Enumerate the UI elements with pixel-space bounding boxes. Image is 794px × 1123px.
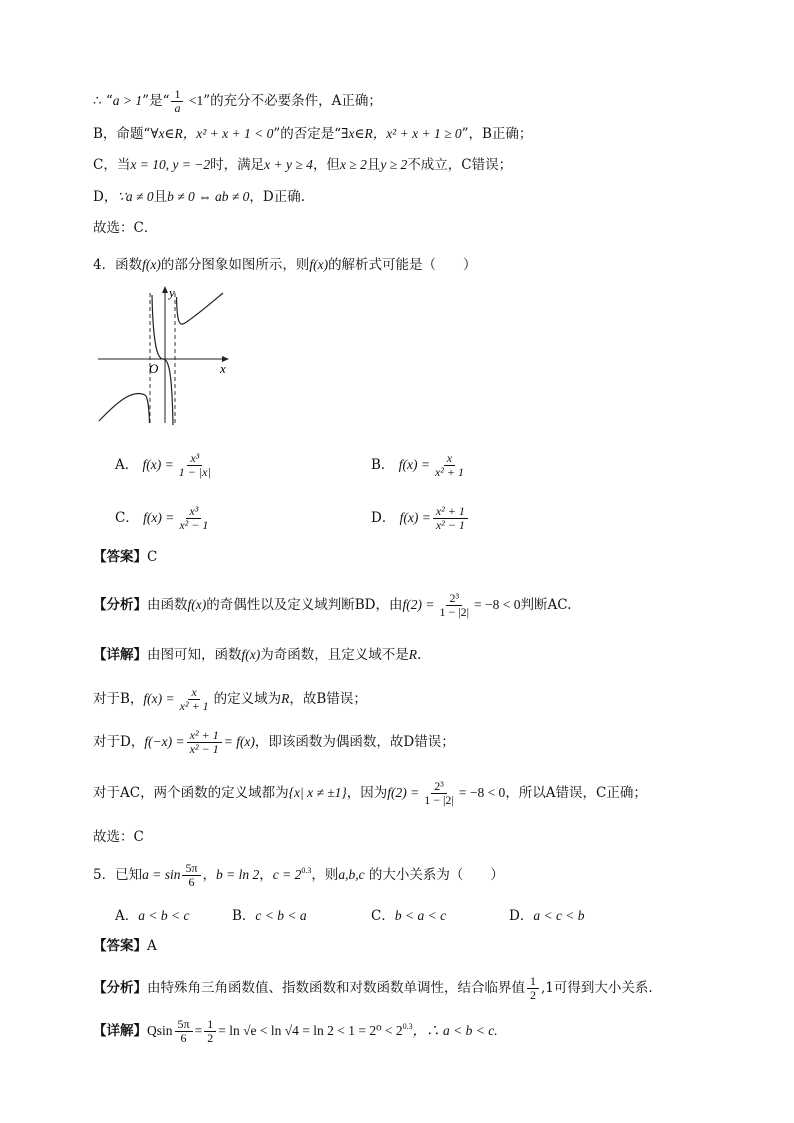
text: . [416, 647, 422, 663]
math: f(x) = [399, 510, 431, 525]
option-text: a < b < c [138, 908, 190, 923]
option-text: a < c < b [533, 908, 585, 923]
option-d[interactable] [371, 505, 470, 532]
curve-right-branch [177, 293, 224, 324]
text: 对于B， [93, 691, 144, 707]
num: 1 [204, 1018, 216, 1032]
math: f(x) [187, 597, 207, 612]
math: f(x) [142, 257, 161, 272]
text: 对于D， [93, 734, 145, 750]
text: 为奇函数，且定义域不是 [260, 647, 409, 663]
den: x² + 1 [434, 465, 464, 479]
math: Q [147, 1023, 157, 1038]
text: 的定义域为 [213, 691, 282, 707]
den: 1 − |2| [424, 793, 454, 807]
math: f(2) = [402, 597, 435, 612]
text: 且 [366, 157, 381, 173]
x-label: x [220, 361, 226, 376]
exponent: 0.3 [402, 1022, 413, 1031]
q3-line-b [93, 125, 532, 143]
option-letter: B． [371, 457, 395, 473]
text: ”的否定是“ [273, 126, 342, 142]
den: 2 [530, 988, 536, 1002]
math: f(x) = [398, 457, 430, 472]
option-letter: D． [371, 510, 396, 526]
num: x [444, 452, 455, 466]
answer-value: A [147, 938, 157, 954]
math: a,b,c [338, 867, 365, 882]
fraction [171, 88, 183, 115]
option-text: c < b < a [255, 908, 307, 923]
detail-tag: 【详解】 [93, 1023, 147, 1039]
text: ， [202, 867, 217, 883]
den: x² − 1 [189, 742, 219, 756]
q3-line-d [93, 188, 305, 206]
text: ，D正确. [249, 189, 306, 205]
den: 1 − |2| [439, 605, 470, 619]
q4-analysis [93, 592, 571, 619]
math: f(x) = [142, 457, 174, 472]
num: x² + 1 [187, 729, 222, 743]
y-label: y [169, 285, 175, 300]
q4-detail-b [93, 686, 367, 713]
math: sin [156, 1023, 173, 1038]
text: ∴ “ [93, 93, 113, 109]
math: f(x) = [143, 510, 175, 525]
curve-left-branch [99, 393, 150, 423]
fraction [433, 505, 468, 532]
option-letter: B． [232, 908, 256, 924]
fraction [432, 452, 467, 479]
text: ，所以A错误，C正确； [505, 785, 647, 801]
text: ，故B错误； [289, 691, 367, 707]
q4-detail-ac [93, 780, 647, 807]
fraction [527, 975, 539, 1002]
num: 2³ [431, 780, 447, 794]
num: 5π [182, 862, 200, 876]
q5-option-d[interactable] [509, 904, 585, 924]
text: 故选：C [93, 829, 144, 845]
num: x³ [186, 505, 201, 519]
math: f(x) = [143, 691, 175, 706]
option-letter: C． [115, 510, 139, 526]
text: 时，满足 [210, 157, 265, 173]
q4-detail [93, 646, 421, 664]
q3-line-a [93, 88, 382, 115]
math: a = sin [142, 867, 181, 882]
answer-value: C [147, 549, 158, 565]
den: x² − 1 [179, 518, 209, 532]
text: 不成立，C错误； [407, 157, 513, 173]
q5-stem [93, 862, 504, 889]
question-number: 5． [93, 867, 116, 883]
q3-choose [93, 219, 157, 237]
text: 已知 [115, 867, 143, 883]
analysis-tag: 【分析】 [93, 597, 147, 613]
text: 由图可知，函数 [147, 647, 242, 663]
den: x² + 1 [179, 699, 209, 713]
q4-choose [93, 828, 144, 846]
option-b[interactable] [371, 452, 469, 479]
option-letter: C． [371, 908, 395, 924]
fraction [436, 592, 472, 619]
detail-tag: 【详解】 [93, 647, 147, 663]
num: x³ [187, 452, 202, 466]
math: = f(x) [223, 734, 255, 749]
text: 故选：C． [93, 220, 158, 236]
den: 1 − |x| [178, 465, 211, 479]
q4-stem [93, 256, 477, 274]
math: ∃x∈R，x² + x + 1 ≥ 0 [341, 126, 462, 141]
text: ，则 [311, 867, 339, 883]
answer-tag: 【答案】 [93, 938, 147, 954]
text: 且 [153, 189, 168, 205]
fraction [176, 505, 211, 532]
math: b ≠ 0 ⇔ ab ≠ 0 [167, 189, 250, 204]
fraction [175, 1018, 193, 1045]
function-graph [93, 283, 233, 429]
math: ∵a ≠ 0 [117, 189, 154, 204]
option-c[interactable] [115, 505, 213, 532]
text: ”的充分不必要条件，A正确； [203, 93, 382, 109]
text: 由特殊角三角函数值、指数函数和对数函数单调性，结合临界值 [147, 980, 525, 996]
math: = [194, 1023, 203, 1038]
math: x + y ≥ 4 [264, 157, 313, 172]
math: R [281, 691, 290, 706]
fraction [182, 862, 200, 889]
text: ”，B正确； [461, 126, 533, 142]
text: 对于AC，两个函数的定义域都为 [93, 785, 289, 801]
text: ，即该函数为偶函数，故D错误； [254, 734, 455, 750]
text: 由函数 [147, 597, 188, 613]
math: ，∴ a < b < c. [412, 1023, 498, 1038]
text: C，当 [93, 157, 131, 173]
q4-detail-d [93, 729, 455, 756]
num: 1 [171, 88, 183, 102]
den: 6 [180, 1031, 187, 1045]
math: ∀x∈R，x² + x + 1 < 0 [150, 126, 274, 141]
q5-answer [93, 937, 157, 955]
math: f(−x) = [144, 734, 185, 749]
origin-label: O [149, 361, 159, 376]
q5-detail [93, 1018, 498, 1045]
text: D， [93, 189, 118, 205]
q4-answer [93, 548, 157, 566]
math: a > 1 [112, 93, 143, 108]
den: 6 [188, 875, 195, 889]
text: ，但 [312, 157, 340, 173]
num: x² + 1 [433, 505, 468, 519]
option-a[interactable] [115, 452, 216, 479]
text: B，命题“ [93, 126, 151, 142]
q5-option-a[interactable] [115, 904, 189, 924]
analysis-tag: 【分析】 [93, 980, 147, 996]
math: c = 2 [272, 867, 302, 882]
math: R [408, 647, 417, 662]
math: f(x) [309, 257, 329, 272]
den: a [174, 101, 181, 115]
math: {x| x ≠ ±1} [288, 785, 347, 800]
q3-line-c [93, 156, 512, 174]
q5-analysis [93, 975, 653, 1002]
math: y ≥ 2 [380, 157, 408, 172]
math: = −8 < 0 [474, 597, 521, 612]
math: <1 [185, 93, 204, 108]
num: 1 [527, 975, 539, 989]
text: 函数 [115, 257, 143, 273]
math: = ln √e < ln √4 = ln 2 < 1 = 2⁰ < 2 [218, 1023, 403, 1038]
option-letter: A． [115, 908, 139, 924]
text: 的部分图象如图所示，则 [160, 257, 310, 273]
text: ”是“ [142, 93, 170, 109]
math: b = ln 2 [216, 867, 260, 882]
text: ， [259, 867, 273, 883]
answer-tag: 【答案】 [93, 549, 147, 565]
math: = −8 < 0 [458, 785, 506, 800]
den: x² − 1 [435, 518, 465, 532]
exponent: 0.3 [301, 866, 312, 875]
text: 判断AC. [520, 597, 572, 613]
den: 2 [207, 1031, 214, 1045]
option-letter: A． [115, 457, 139, 473]
math: f(2) = [387, 785, 420, 800]
q5-option-c[interactable] [371, 904, 446, 924]
math: f(x) [241, 647, 261, 662]
q5-option-b[interactable] [232, 904, 307, 924]
fraction [176, 452, 214, 479]
num: x [188, 686, 199, 700]
fraction [204, 1018, 216, 1045]
option-letter: D． [509, 908, 534, 924]
text: 的解析式可能是（ ） [328, 257, 477, 273]
fraction [177, 686, 212, 713]
fraction [421, 780, 457, 807]
math: x = 10, y = −2 [130, 157, 211, 172]
option-text: b < a < c [394, 908, 447, 923]
fraction [187, 729, 222, 756]
question-number: 4． [93, 257, 116, 273]
text: ,1可得到大小关系. [541, 980, 653, 996]
curve-middle-branch [152, 295, 173, 425]
text: 的奇偶性以及定义域判断BD，由 [206, 597, 403, 613]
text: ，因为 [346, 785, 388, 801]
num: 2³ [446, 592, 462, 606]
y-axis-arrow [162, 286, 168, 293]
num: 5π [175, 1018, 193, 1032]
text: 的大小关系为（ ） [364, 867, 504, 883]
math: x ≥ 2 [339, 157, 367, 172]
